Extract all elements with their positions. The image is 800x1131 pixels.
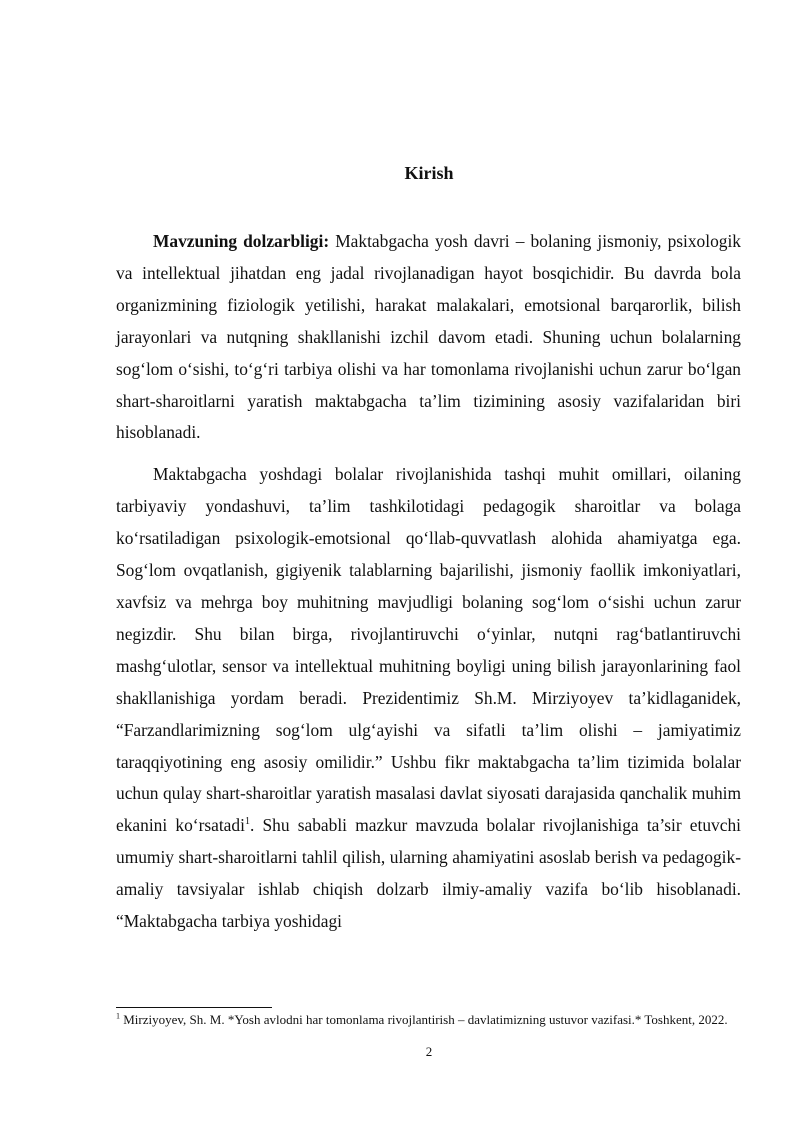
footnote-separator: [116, 1007, 272, 1008]
footnote-marker: 1: [116, 1011, 120, 1021]
paragraph-text: Maktabgacha yoshdagi bolalar rivojlanishida tashqi muhit omillari, oilaning tarbiyaviy yondashuvi, ta’lim tashkilotidagi pedagogik sharoitlar va bolaga ko‘rsatiladigan psixologik-emotsional qo‘llab-quvvatlash alohida ahamiyatga ega. Sog‘lom ovqatlanish, gigiyenik talablarning bajarilishi, jismoniy faollik imkoniyatlari, xavfsiz va mehrga boy muhitning mavjudligi bolaning sog‘lom o‘sishi uchun zarur negizdir. Shu bilan birga, rivojlantiruvchi o‘yinlar, nutqni rag‘batlantiruvchi mashg‘ulotlar, sensor va intellektual muhitning boyligi uning bilish jarayonlarining faol shakllanishiga yordam beradi. Prezidentimiz Sh.M. Mirziyoyev ta’kidlaganidek, “Farzandlarimizning sog‘lom ulg‘ayishi va sifatli ta’lim olishi – jamiyatimiz taraqqiyotining eng asosiy omilidir.” Ushbu fikr maktabgacha ta’lim tizimida bolalar uchun qulay shart-sharoitlar yaratish masalasi davlat siyosati darajasida qanchalik muhim ekanini ko‘rsatadi: [116, 464, 741, 836]
body-text: [116, 226, 741, 948]
footnote-text: Mirziyoyev, Sh. M. *Yosh avlodni har tomonlama rivojlantirish – davlatimizning ustuvor vazifasi.* Toshkent, 2022.: [120, 1012, 728, 1027]
paragraph-text-continued: . Shu sababli mazkur mavzuda bolalar rivojlanishiga ta’sir etuvchi umumiy shart-sharoitlarni tahlil qilish, ularning ahamiyatini asoslab berish va pedagogik-amaliy tavsiyalar ishlab chiqish dolzarb ilmiy-amaliy vazifa bo‘lib hisoblanadi. “Maktabgacha tarbiya yoshidagi: [116, 815, 741, 932]
paragraph-conditions: [116, 459, 741, 938]
paragraph-relevance: [116, 226, 741, 449]
page-number: 2: [425, 1044, 433, 1059]
section-heading: Kirish: [404, 163, 454, 183]
footnote-reference[interactable]: 1: [244, 816, 250, 828]
footnote: [116, 1012, 741, 1028]
paragraph-text: Maktabgacha yosh davri – bolaning jismoniy, psixologik va intellektual jihatdan eng jadal rivojlanadigan hayot bosqichidir. Bu davrda bola organizmining fiziologik yetilishi, harakat malakalari, emotsional barqarorlik, bilish jarayonlari va nutqning shakllanishi izchil davom etadi. Shuning uchun bolalarning sog‘lom o‘sishi, to‘g‘ri tarbiya olishi va har tomonlama rivojlanishi uchun zarur bo‘lgan shart-sharoitlarni yaratish maktabgacha ta’lim tizimining asosiy vazifalaridan biri hisoblanadi.: [116, 231, 741, 443]
paragraph-lead: Mavzuning dolzarbligi:: [153, 231, 330, 251]
